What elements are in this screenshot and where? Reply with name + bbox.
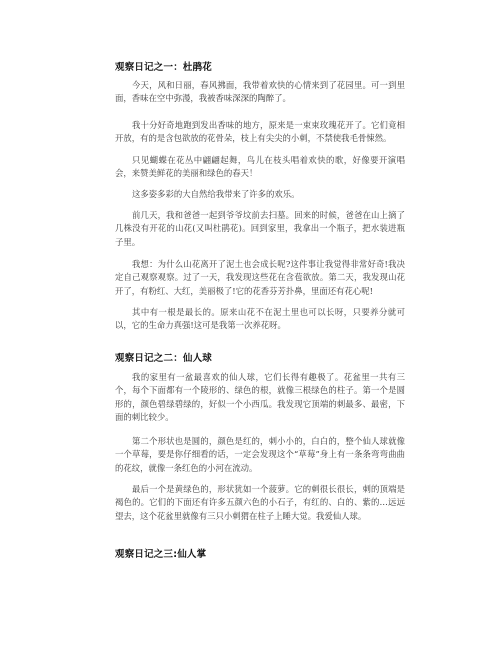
paragraph: 这多姿多彩的大自然给我带来了许多的欢乐。 — [132, 189, 300, 199]
paragraph: 只见蝴蝶在花丛中翩翩起舞，鸟儿在枝头唱着欢快的歌，好像要开演唱会，来赞美鲜花的美丽和绿色的春天！ — [115, 155, 405, 179]
paragraph: 我十分好奇地跑到发出香味的地方，原来是一束束玫瑰花开了。它们竟相开放，有的是含包欲放的花骨朵，枝上有尖尖的小刺，不禁使我毛骨悚然。 — [115, 120, 405, 144]
paragraph: 我的家里有一盆最喜欢的仙人球，它们长得有趣极了。花盆里一共有三个，每个下面都有一个陵形的、绿色的根，就像三根绿色的柱子。第一个是圆形的，颜色碧绿碧绿的，好似一个小西瓜。我发现它顶端的刺最多、最密，下面的刺比较少。 — [115, 372, 405, 423]
paragraph: 前几天，我和爸爸一起到爷爷坟前去扫墓。回来的时候，爸爸在山上摘了几株没有开花的山花(又叫杜鹃花)。回到家里，我拿出一个瓶子，把水装进瓶子里。 — [115, 210, 405, 247]
section-title-cactus: 观察日记之三:仙人掌 — [115, 549, 207, 560]
paragraph: 其中有一根是最长的。原来山花不在泥土里也可以长呀，只要养分就可以，它的生命力真强!这可是我第一次养花呀。 — [115, 307, 405, 331]
paragraph: 最后一个是黄绿色的，形状犹如一个菠萝。它的刺很长很长，刺的顶端是褐色的。它们的下面还有许多五颜六色的小石子，有红的、白的、紫的…远远望去，这个花盆里就像有三只小刺猬在柱子上睡大觉。我爱仙人球。 — [115, 484, 405, 521]
section-title-azalea: 观察日记之一：杜鹃花 — [115, 62, 213, 73]
paragraph: 第二个形状也是圆的，颜色是红的，刺小小的，白白的，整个仙人球就像一个草莓，要是你仔细看的话，一定会发现这个“草莓”身上有一条条弯弯曲曲的花纹，就像一条红色的小河在流动。 — [115, 436, 405, 473]
section-title-cactus-ball: 观察日记之二：仙人球 — [115, 353, 213, 364]
paragraph: 今天，风和日丽，春风拂面，我带着欢快的心情来到了花园里。可一到里面，香味在空中弥漫，我被香味深深的陶醉了。 — [115, 80, 405, 104]
paragraph: 我想：为什么山花离开了泥土也会成长呢?这件事让我觉得非常好奇!我决定自己观察观察。过了一天，我发现这些花在含苞欲放。第二天，我发现山花开了，有粉红、大红，美丽极了!它的花香芬芳扑鼻，里面还有花心呢! — [115, 259, 405, 296]
